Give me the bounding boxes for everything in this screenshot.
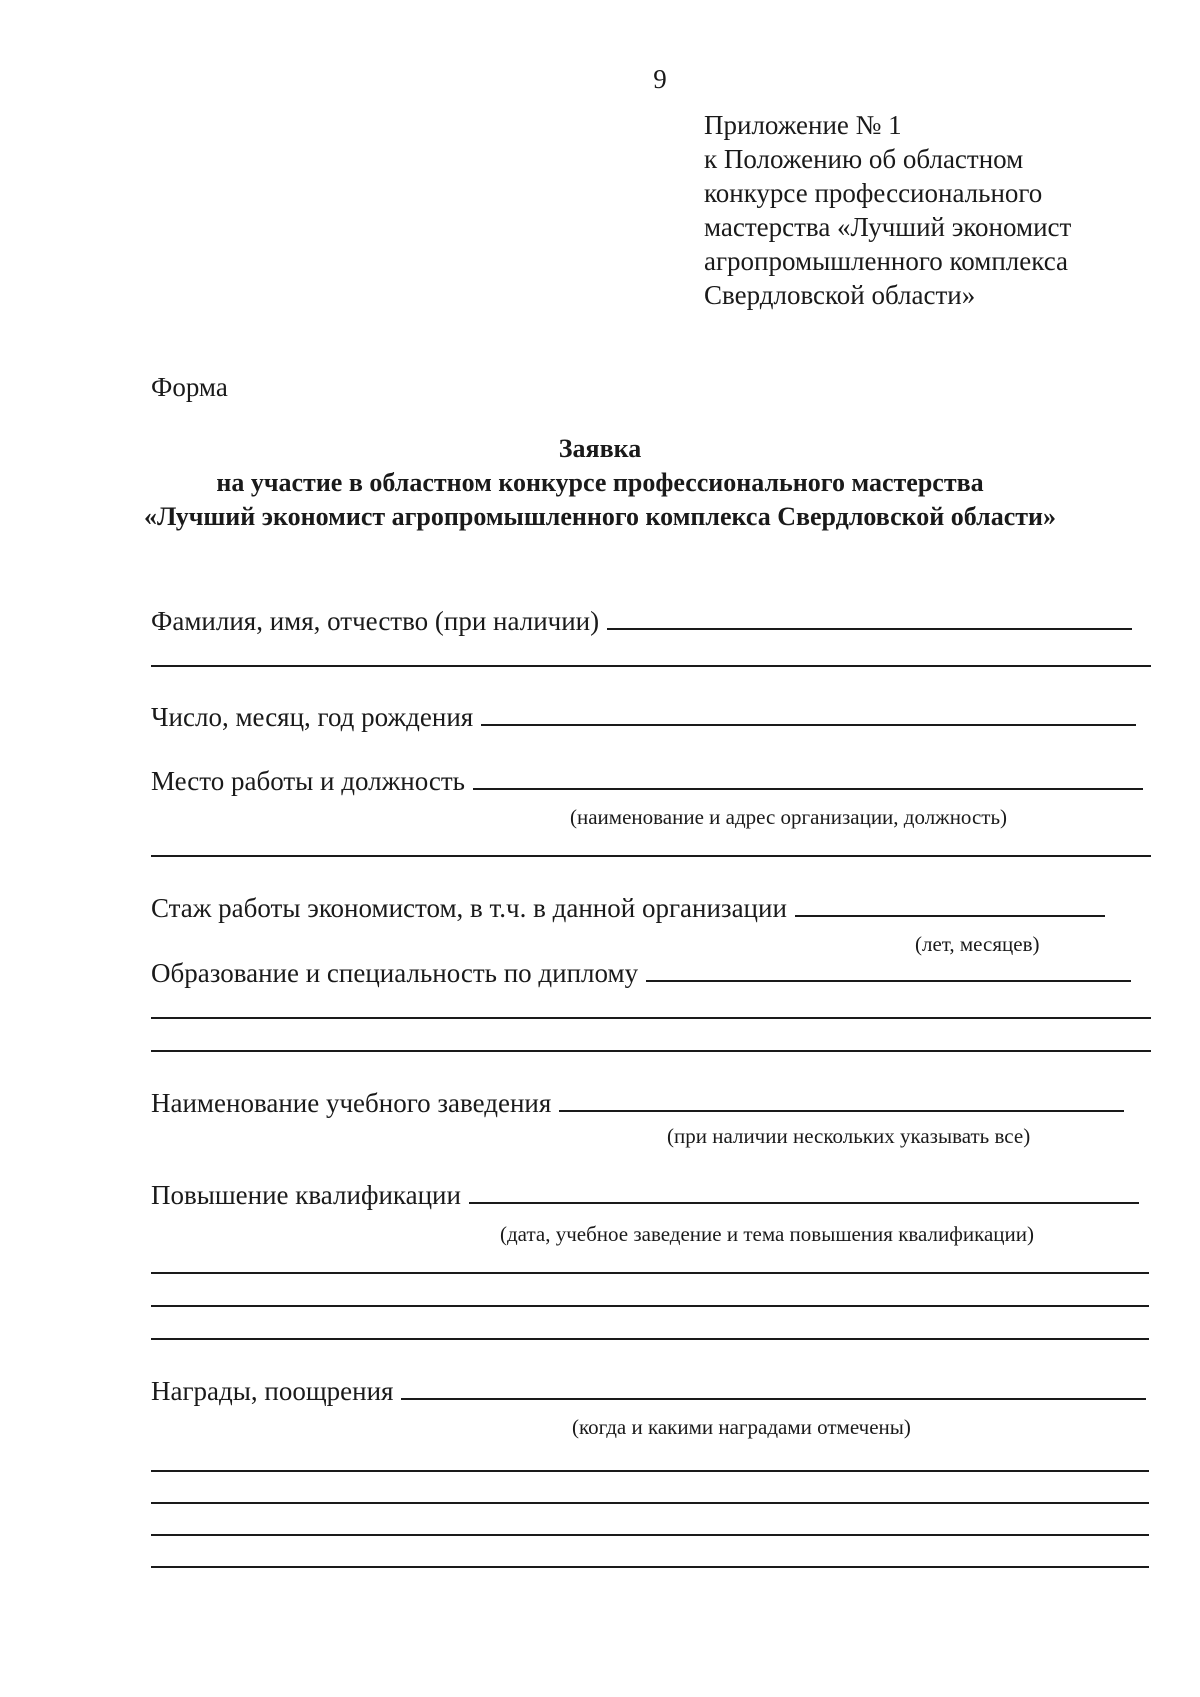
workplace-field[interactable] [151, 766, 1143, 797]
appendix-line: Свердловской области» [704, 280, 976, 310]
awards-continuation-line[interactable] [151, 1534, 1149, 1536]
birth-date-line[interactable] [481, 723, 1136, 726]
awards-label: Награды, поощрения [151, 1376, 394, 1406]
appendix-line: агропромышленного комплекса [704, 246, 1068, 276]
institution-hint: (при наличии нескольких указывать все) [667, 1124, 1031, 1148]
document-title [100, 432, 1100, 534]
awards-continuation-line[interactable] [151, 1470, 1149, 1472]
appendix-line: мастерства «Лучший экономист [704, 212, 1072, 242]
appendix-line: к Положению об областном [704, 144, 1024, 174]
experience-hint: (лет, месяцев) [915, 932, 1040, 956]
qualification-continuation-line[interactable] [151, 1305, 1149, 1307]
birth-date-field[interactable] [151, 702, 1136, 733]
institution-label: Наименование учебного заведения [151, 1088, 552, 1118]
workplace-hint: (наименование и адрес организации, должность) [570, 805, 1008, 829]
education-continuation-line[interactable] [151, 1017, 1151, 1019]
institution-field[interactable] [151, 1088, 1124, 1119]
form-label: Форма [151, 372, 228, 402]
education-field[interactable] [151, 958, 1131, 989]
education-continuation-line[interactable] [151, 1050, 1151, 1052]
appendix-line: конкурсе профессионального [704, 178, 1043, 208]
workplace-label: Место работы и должность [151, 766, 465, 796]
qualification-hint: (дата, учебное заведение и тема повышения квалификации) [500, 1222, 1035, 1246]
title-line: Заявка [558, 434, 642, 463]
institution-line[interactable] [559, 1109, 1124, 1112]
qualification-field[interactable] [151, 1180, 1139, 1211]
appendix-header [704, 108, 1164, 312]
workplace-continuation-line[interactable] [151, 855, 1151, 857]
full-name-continuation-line[interactable] [151, 665, 1151, 667]
appendix-line: Приложение № 1 [704, 110, 902, 140]
education-label: Образование и специальность по диплому [151, 958, 639, 988]
awards-hint: (когда и какими наградами отмечены) [572, 1415, 911, 1439]
awards-continuation-line[interactable] [151, 1502, 1149, 1504]
workplace-line[interactable] [473, 787, 1143, 790]
awards-line[interactable] [401, 1397, 1146, 1400]
education-line[interactable] [646, 979, 1131, 982]
full-name-field[interactable] [151, 606, 1132, 637]
page-number: 9 [653, 64, 667, 94]
title-line: на участие в областном конкурсе профессионального мастерства [216, 468, 984, 497]
full-name-line[interactable] [607, 627, 1132, 630]
awards-field[interactable] [151, 1376, 1146, 1407]
full-name-label: Фамилия, имя, отчество (при наличии) [151, 606, 600, 636]
experience-label: Стаж работы экономистом, в т.ч. в данной организации [151, 893, 787, 923]
qualification-continuation-line[interactable] [151, 1338, 1149, 1340]
qualification-line[interactable] [469, 1201, 1139, 1204]
experience-field[interactable] [151, 893, 1105, 924]
birth-date-label: Число, месяц, год рождения [151, 702, 474, 732]
awards-continuation-line[interactable] [151, 1566, 1149, 1568]
experience-line[interactable] [795, 914, 1105, 917]
qualification-label: Повышение квалификации [151, 1180, 461, 1210]
title-line: «Лучший экономист агропромышленного комплекса Свердловской области» [143, 502, 1057, 531]
qualification-continuation-line[interactable] [151, 1272, 1149, 1274]
